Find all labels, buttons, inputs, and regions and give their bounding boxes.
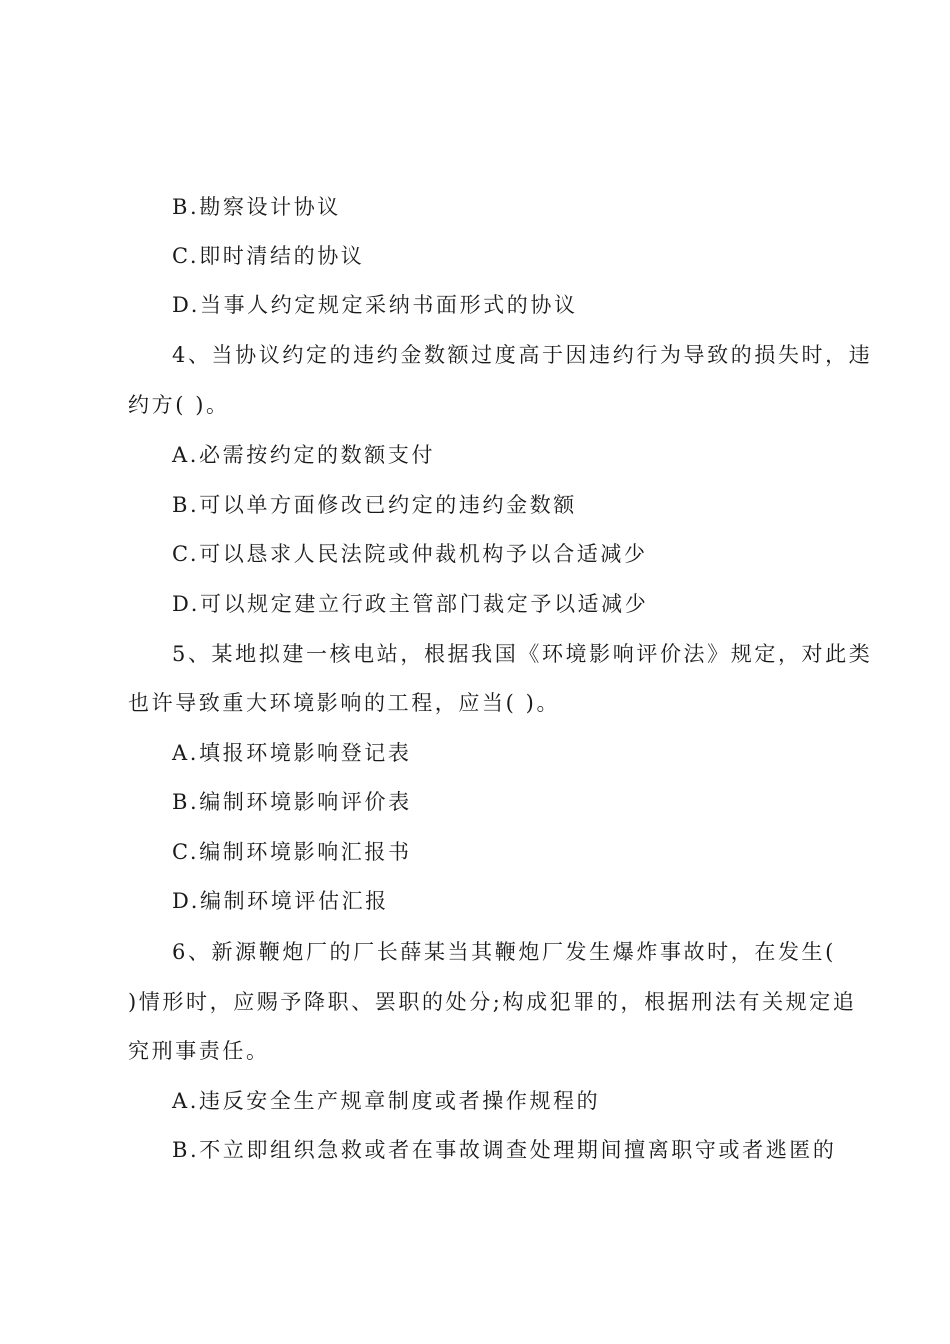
q5-option-c: C.编制环境影响汇报书 (172, 840, 412, 864)
q5-option-b: B.编制环境影响评价表 (172, 790, 412, 814)
q5-stem-line1: 5、某地拟建一核电站，根据我国《环境影响评价法》规定，对此类 (172, 642, 873, 666)
q4-option-a: A.必需按约定的数额支付 (172, 443, 436, 467)
q6-option-b: B.不立即组织急救或者在事故调查处理期间擅离职守或者逃匿的 (172, 1138, 837, 1162)
q4-option-c: C.可以恳求人民法院或仲裁机构予以合适减少 (172, 542, 648, 566)
q3-option-b: B.勘察设计协议 (172, 195, 341, 219)
q5-option-a: A.填报环境影响登记表 (172, 741, 412, 765)
q4-option-b: B.可以单方面修改已约定的违约金数额 (172, 493, 577, 517)
q6-option-a: A.违反安全生产规章制度或者操作规程的 (172, 1089, 601, 1113)
q6-stem-line3: 究刑事责任。 (128, 1039, 270, 1063)
q5-option-d: D.编制环境评估汇报 (172, 889, 389, 913)
q4-stem-line1: 4、当协议约定的违约金数额过度高于因违约行为导致的损失时，违 (172, 343, 873, 367)
q5-stem-line2: 也许导致重大环境影响的工程，应当( )。 (128, 691, 561, 715)
q3-option-c: C.即时清结的协议 (172, 244, 365, 268)
q4-option-d: D.可以规定建立行政主管部门裁定予以适减少 (172, 592, 649, 616)
q3-option-d: D.当事人约定规定采纳书面形式的协议 (172, 293, 578, 317)
q4-stem-line2: 约方( )。 (128, 393, 230, 417)
q6-stem-line2: )情形时，应赐予降职、罢职的处分;构成犯罪的，根据刑法有关规定追 (128, 990, 857, 1014)
q6-stem-line1: 6、新源鞭炮厂的厂长薛某当其鞭炮厂发生爆炸事故时，在发生( (172, 940, 836, 964)
